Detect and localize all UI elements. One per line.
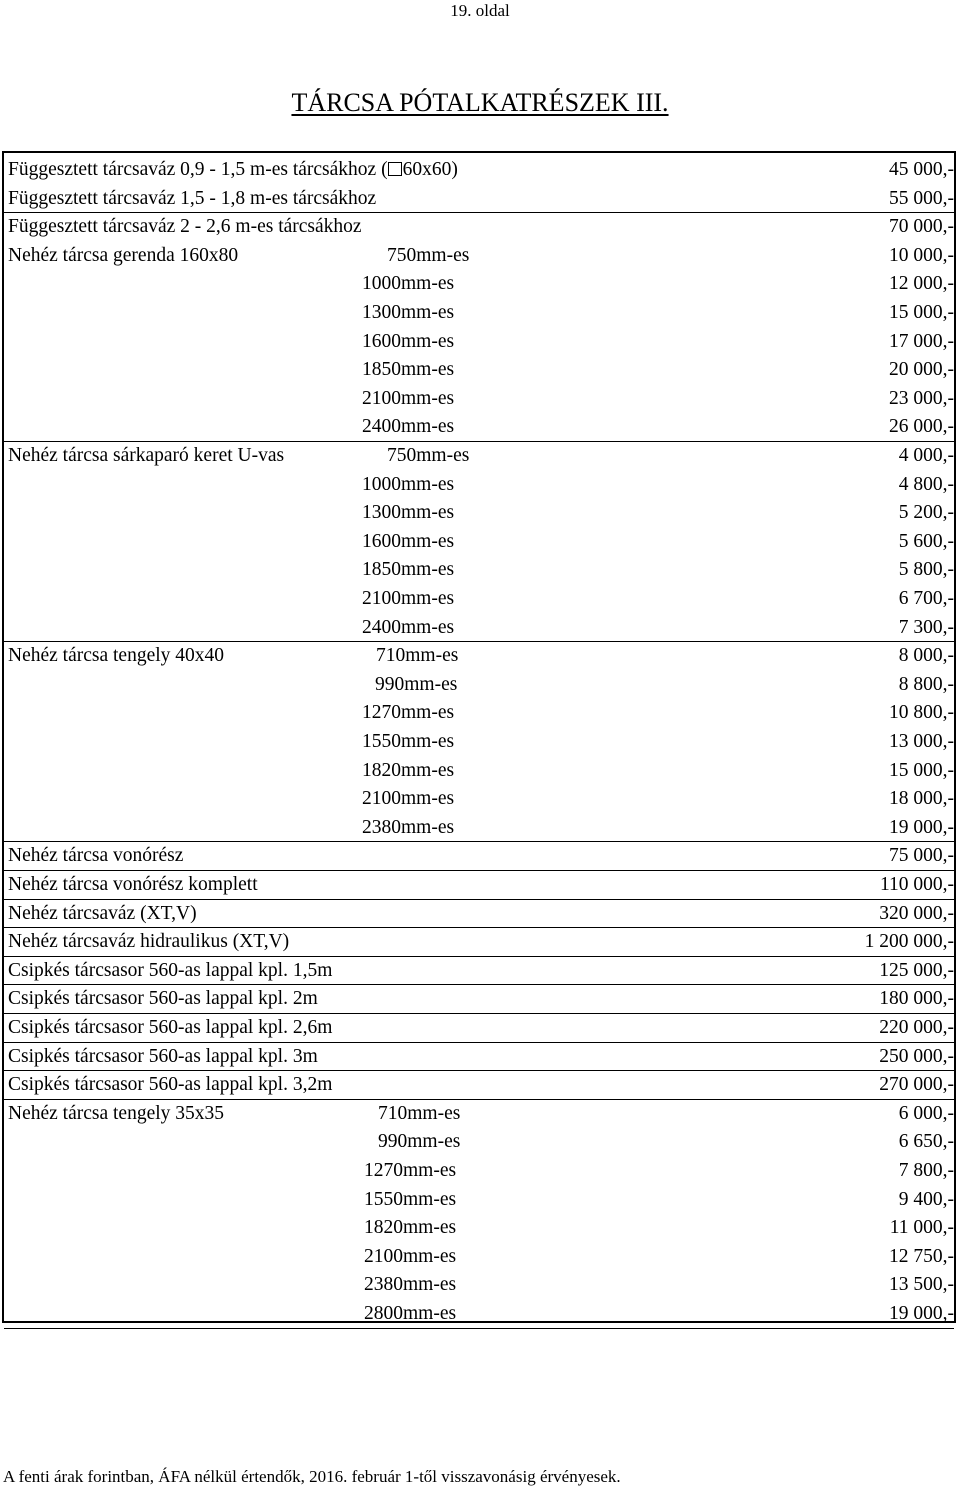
item-size: 1300mm-es xyxy=(362,502,455,524)
table-row xyxy=(4,299,954,328)
item-size: 1270mm-es xyxy=(364,1160,457,1181)
item-price: 5 600,- xyxy=(898,530,954,552)
item-size: 1270mm-es xyxy=(362,702,455,724)
item-size: 750mm-es xyxy=(387,445,470,466)
table-row xyxy=(4,385,954,414)
table-row xyxy=(4,1243,954,1272)
table-row xyxy=(4,242,954,271)
item-price: 13 000,- xyxy=(889,731,954,752)
item-name-text: Nehéz tárcsaváz (XT,V) xyxy=(8,902,197,924)
item-size: 2380mm-es xyxy=(362,816,455,838)
item-price: 75 000,- xyxy=(889,845,954,867)
item-size: 2100mm-es xyxy=(364,1245,457,1267)
table-row xyxy=(4,1043,954,1072)
item-price: 6 700,- xyxy=(898,588,954,609)
item-name-text: Függesztett tárcsaváz 2 - 2,6 m-es tárcsákhoz xyxy=(8,216,362,238)
item-size: 990mm-es xyxy=(375,673,458,695)
table-row xyxy=(4,1071,954,1100)
item-price: 320 000,- xyxy=(879,902,954,924)
table-row xyxy=(4,413,954,442)
item-price: 270 000,- xyxy=(879,1074,954,1096)
item-name xyxy=(8,871,258,900)
item-size: 2380mm-es xyxy=(364,1274,457,1296)
item-size: 1000mm-es xyxy=(362,273,455,295)
item-size: 2800mm-es xyxy=(364,1303,457,1324)
table-row xyxy=(4,499,954,528)
item-name-text: Függesztett tárcsaváz 0,9 - 1,5 m-es tárcsákhoz ( xyxy=(8,159,388,180)
item-name-text: Függesztett tárcsaváz 1,5 - 1,8 m-es tárcsákhoz xyxy=(8,187,377,209)
item-size: 1550mm-es xyxy=(362,731,455,752)
table-row xyxy=(4,957,954,986)
item-name-text: Nehéz tárcsaváz hidraulikus (XT,V) xyxy=(8,931,290,953)
table-row xyxy=(4,1128,954,1157)
page-title: TÁRCSA PÓTALKATRÉSZEK III. xyxy=(291,88,669,117)
table-row xyxy=(4,842,954,871)
item-size: 1850mm-es xyxy=(362,359,455,381)
item-name-text: Csipkés tárcsasor 560-as lappal kpl. 2m xyxy=(8,988,318,1010)
table-row xyxy=(4,1271,954,1300)
item-price: 6 000,- xyxy=(898,1102,954,1124)
item-name-text: Csipkés tárcsasor 560-as lappal kpl. 3,2m xyxy=(8,1074,333,1096)
item-price: 5 200,- xyxy=(898,502,954,524)
item-name xyxy=(8,1071,332,1100)
item-name xyxy=(8,642,224,671)
item-size: 2100mm-es xyxy=(362,387,455,409)
item-price: 250 000,- xyxy=(879,1045,954,1067)
item-size: 750mm-es xyxy=(387,244,470,266)
item-price: 180 000,- xyxy=(879,988,954,1010)
item-name-text: Nehéz tárcsa sárkaparó keret U-vas xyxy=(8,445,285,466)
item-name xyxy=(8,442,284,471)
table-row xyxy=(4,900,954,929)
item-price: 4 800,- xyxy=(898,473,954,495)
item-price: 9 400,- xyxy=(898,1188,954,1210)
item-name-text: Csipkés tárcsasor 560-as lappal kpl. 3m xyxy=(8,1045,318,1067)
item-price: 26 000,- xyxy=(889,416,954,438)
table-row xyxy=(4,614,954,643)
item-name xyxy=(8,985,318,1014)
table-row xyxy=(4,442,954,471)
item-price: 15 000,- xyxy=(889,759,954,781)
table-row xyxy=(4,1100,954,1129)
item-price: 5 800,- xyxy=(898,559,954,581)
item-name-text: Nehéz tárcsa gerenda 160x80 xyxy=(8,244,239,266)
item-price: 19 000,- xyxy=(889,1303,954,1324)
item-price: 110 000,- xyxy=(879,874,954,895)
table-row xyxy=(4,1186,954,1215)
item-size: 1820mm-es xyxy=(364,1217,457,1239)
item-name xyxy=(8,156,458,185)
item-name xyxy=(8,1100,224,1129)
item-price: 8 800,- xyxy=(898,673,954,695)
item-name xyxy=(8,957,332,986)
item-price: 15 000,- xyxy=(889,302,954,323)
table-row xyxy=(4,471,954,500)
table-row xyxy=(4,1214,954,1243)
item-price: 23 000,- xyxy=(889,387,954,409)
table-row xyxy=(4,699,954,728)
square-icon xyxy=(388,162,402,176)
table-row xyxy=(4,328,954,357)
item-price: 10 800,- xyxy=(889,702,954,724)
item-price: 55 000,- xyxy=(889,187,954,209)
table-row xyxy=(4,785,954,814)
item-price: 17 000,- xyxy=(889,330,954,352)
item-name xyxy=(8,842,183,871)
price-table xyxy=(2,151,956,1323)
item-name xyxy=(8,185,376,214)
table-row xyxy=(4,814,954,843)
item-name-text: Nehéz tárcsa vonórész komplett xyxy=(8,874,258,895)
item-name xyxy=(8,213,362,242)
item-name xyxy=(8,242,238,271)
item-size: 1600mm-es xyxy=(362,330,455,352)
table-row xyxy=(4,757,954,786)
item-name-text: Csipkés tárcsasor 560-as lappal kpl. 1,5m xyxy=(8,959,333,981)
table-row xyxy=(4,270,954,299)
table-row xyxy=(4,985,954,1014)
item-size: 1300mm-es xyxy=(362,302,455,323)
item-name xyxy=(8,928,289,957)
item-size: 1600mm-es xyxy=(362,530,455,552)
item-size: 1000mm-es xyxy=(362,473,455,495)
item-price: 11 000,- xyxy=(889,1217,954,1239)
item-name-text: Nehéz tárcsa vonórész xyxy=(8,845,184,867)
item-name-text: Nehéz tárcsa tengely 40x40 xyxy=(8,645,225,667)
item-name-text: Csipkés tárcsasor 560-as lappal kpl. 2,6m xyxy=(8,1017,333,1038)
item-name-text: Nehéz tárcsa tengely 35x35 xyxy=(8,1102,225,1124)
item-size: 2100mm-es xyxy=(362,788,455,810)
item-size: 710mm-es xyxy=(376,645,459,667)
table-row xyxy=(4,185,954,214)
item-price: 70 000,- xyxy=(889,216,954,238)
item-price: 6 650,- xyxy=(898,1131,954,1153)
item-price: 12 750,- xyxy=(889,1245,954,1267)
table-row xyxy=(4,728,954,757)
item-name-suffix: 60x60) xyxy=(402,159,458,180)
table-row xyxy=(4,1014,954,1043)
item-size: 990mm-es xyxy=(378,1131,461,1153)
table-row xyxy=(4,156,954,185)
item-size: 2400mm-es xyxy=(362,416,455,438)
table-row xyxy=(4,642,954,671)
table-row xyxy=(4,1300,954,1329)
item-price: 7 800,- xyxy=(898,1160,954,1181)
table-row xyxy=(4,213,954,242)
item-size: 1850mm-es xyxy=(362,559,455,581)
item-price: 4 000,- xyxy=(898,445,954,466)
item-name xyxy=(8,1014,332,1043)
item-price: 12 000,- xyxy=(889,273,954,295)
table-row xyxy=(4,1157,954,1186)
table-row xyxy=(4,585,954,614)
item-price: 13 500,- xyxy=(889,1274,954,1296)
item-price: 18 000,- xyxy=(889,788,954,810)
item-name xyxy=(8,900,197,929)
item-size: 1820mm-es xyxy=(362,759,455,781)
item-price: 8 000,- xyxy=(898,645,954,667)
table-row xyxy=(4,556,954,585)
item-price: 220 000,- xyxy=(879,1017,954,1038)
item-size: 710mm-es xyxy=(378,1102,461,1124)
item-size: 1550mm-es xyxy=(364,1188,457,1210)
table-row xyxy=(4,928,954,957)
item-price: 1 200 000,- xyxy=(864,931,954,953)
footer-note: A fenti árak forintban, ÁFA nélkül értendők, 2016. február 1-től visszavonásig érvényesek. xyxy=(3,1467,621,1486)
table-row xyxy=(4,671,954,700)
item-size: 2100mm-es xyxy=(362,588,455,609)
item-price: 125 000,- xyxy=(879,959,954,981)
table-row xyxy=(4,871,954,900)
item-name xyxy=(8,1043,318,1072)
item-price: 19 000,- xyxy=(889,816,954,838)
item-size: 2400mm-es xyxy=(362,616,455,638)
item-price: 45 000,- xyxy=(889,159,954,180)
page-number: 19. oldal xyxy=(450,1,510,20)
table-row xyxy=(4,356,954,385)
item-price: 20 000,- xyxy=(889,359,954,381)
item-price: 7 300,- xyxy=(898,616,954,638)
item-price: 10 000,- xyxy=(889,244,954,266)
table-row xyxy=(4,528,954,557)
